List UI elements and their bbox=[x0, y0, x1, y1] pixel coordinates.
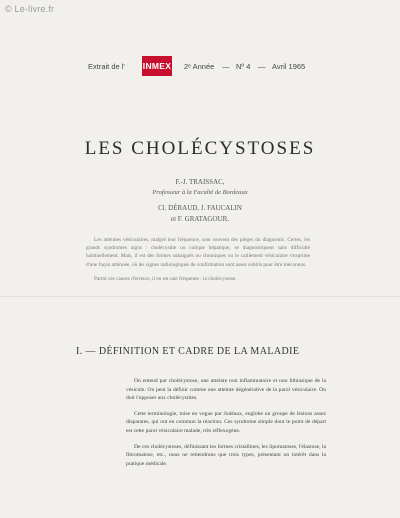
abstract bbox=[86, 236, 310, 289]
header-extrait: Extrait de l' bbox=[88, 62, 125, 71]
coauthors-line-1: Cl. DÉRAUD, J. FAUCALIN bbox=[158, 204, 242, 212]
section-body bbox=[126, 377, 326, 475]
header-dash-2: — bbox=[258, 62, 266, 71]
article-title: LES CHOLÉCYSTOSES bbox=[84, 138, 316, 159]
body-paragraph: De ces cholécystoses, définissant les formes cristallines, les lipomatoses, l'élastose, la fibromatose, etc., nous ne retiendrons que trois types, présentant un intérêt dans la pratique médicale. bbox=[126, 443, 326, 467]
author-main: F.-J. TRAISSAC, bbox=[175, 178, 225, 186]
header-numero: Nº 4 bbox=[236, 62, 251, 71]
page-fold bbox=[0, 296, 400, 297]
coauthors-line-2: et F. GRATAGOUR. bbox=[171, 215, 229, 223]
watermark: © Le-livre.fr bbox=[5, 4, 55, 14]
journal-header bbox=[88, 56, 388, 78]
header-annee: 2ᵉ Année bbox=[184, 62, 215, 71]
inmex-logo: INMEX bbox=[142, 56, 172, 76]
section-heading: I. — DÉFINITION ET CADRE DE LA MALADIE bbox=[76, 346, 300, 357]
abstract-paragraph: Parmi ces causes d'erreurs, il en est une fréquente : la cholécystose. bbox=[94, 275, 237, 282]
header-date: Avril 1965 bbox=[272, 62, 306, 71]
author-main-role: Professeur à la Faculté de Bordeaux bbox=[152, 189, 248, 196]
body-paragraph: Cette terminologie, mise en vogue par Judéaux, englobe un groupe de lésions assez disparates, qui ont en commun la réaction. Ces syndrome simple dont le point de départ est cette paroi vésiculaire malade, très réflexogène. bbox=[126, 410, 326, 434]
body-paragraph: On entend par cholécystose, une atteinte non inflammatoire et non lithiasique de la vésicule. On peut la définir comme une atteinte dégénérative de la paroi vésiculaire. On doit l'opposer aux cholécystites. bbox=[126, 378, 326, 402]
abstract-paragraph: Les atteintes vésiculaires, malgré leur fréquence, sont souvent des pièges du diagnostic. Certes, les grands syndromes aigus : cholécystite ou colique hépatique, se diagnostiquent sans difficulté habituellement. Mais, il est des formes subaiguës ou chroniques ou le caillement vésiculaire s'exprime d'une façon atténuée, où les signes radiologiques de confirmation sont assez subtils pour être méconnus. bbox=[86, 237, 310, 268]
header-dash-1: — bbox=[222, 62, 230, 71]
